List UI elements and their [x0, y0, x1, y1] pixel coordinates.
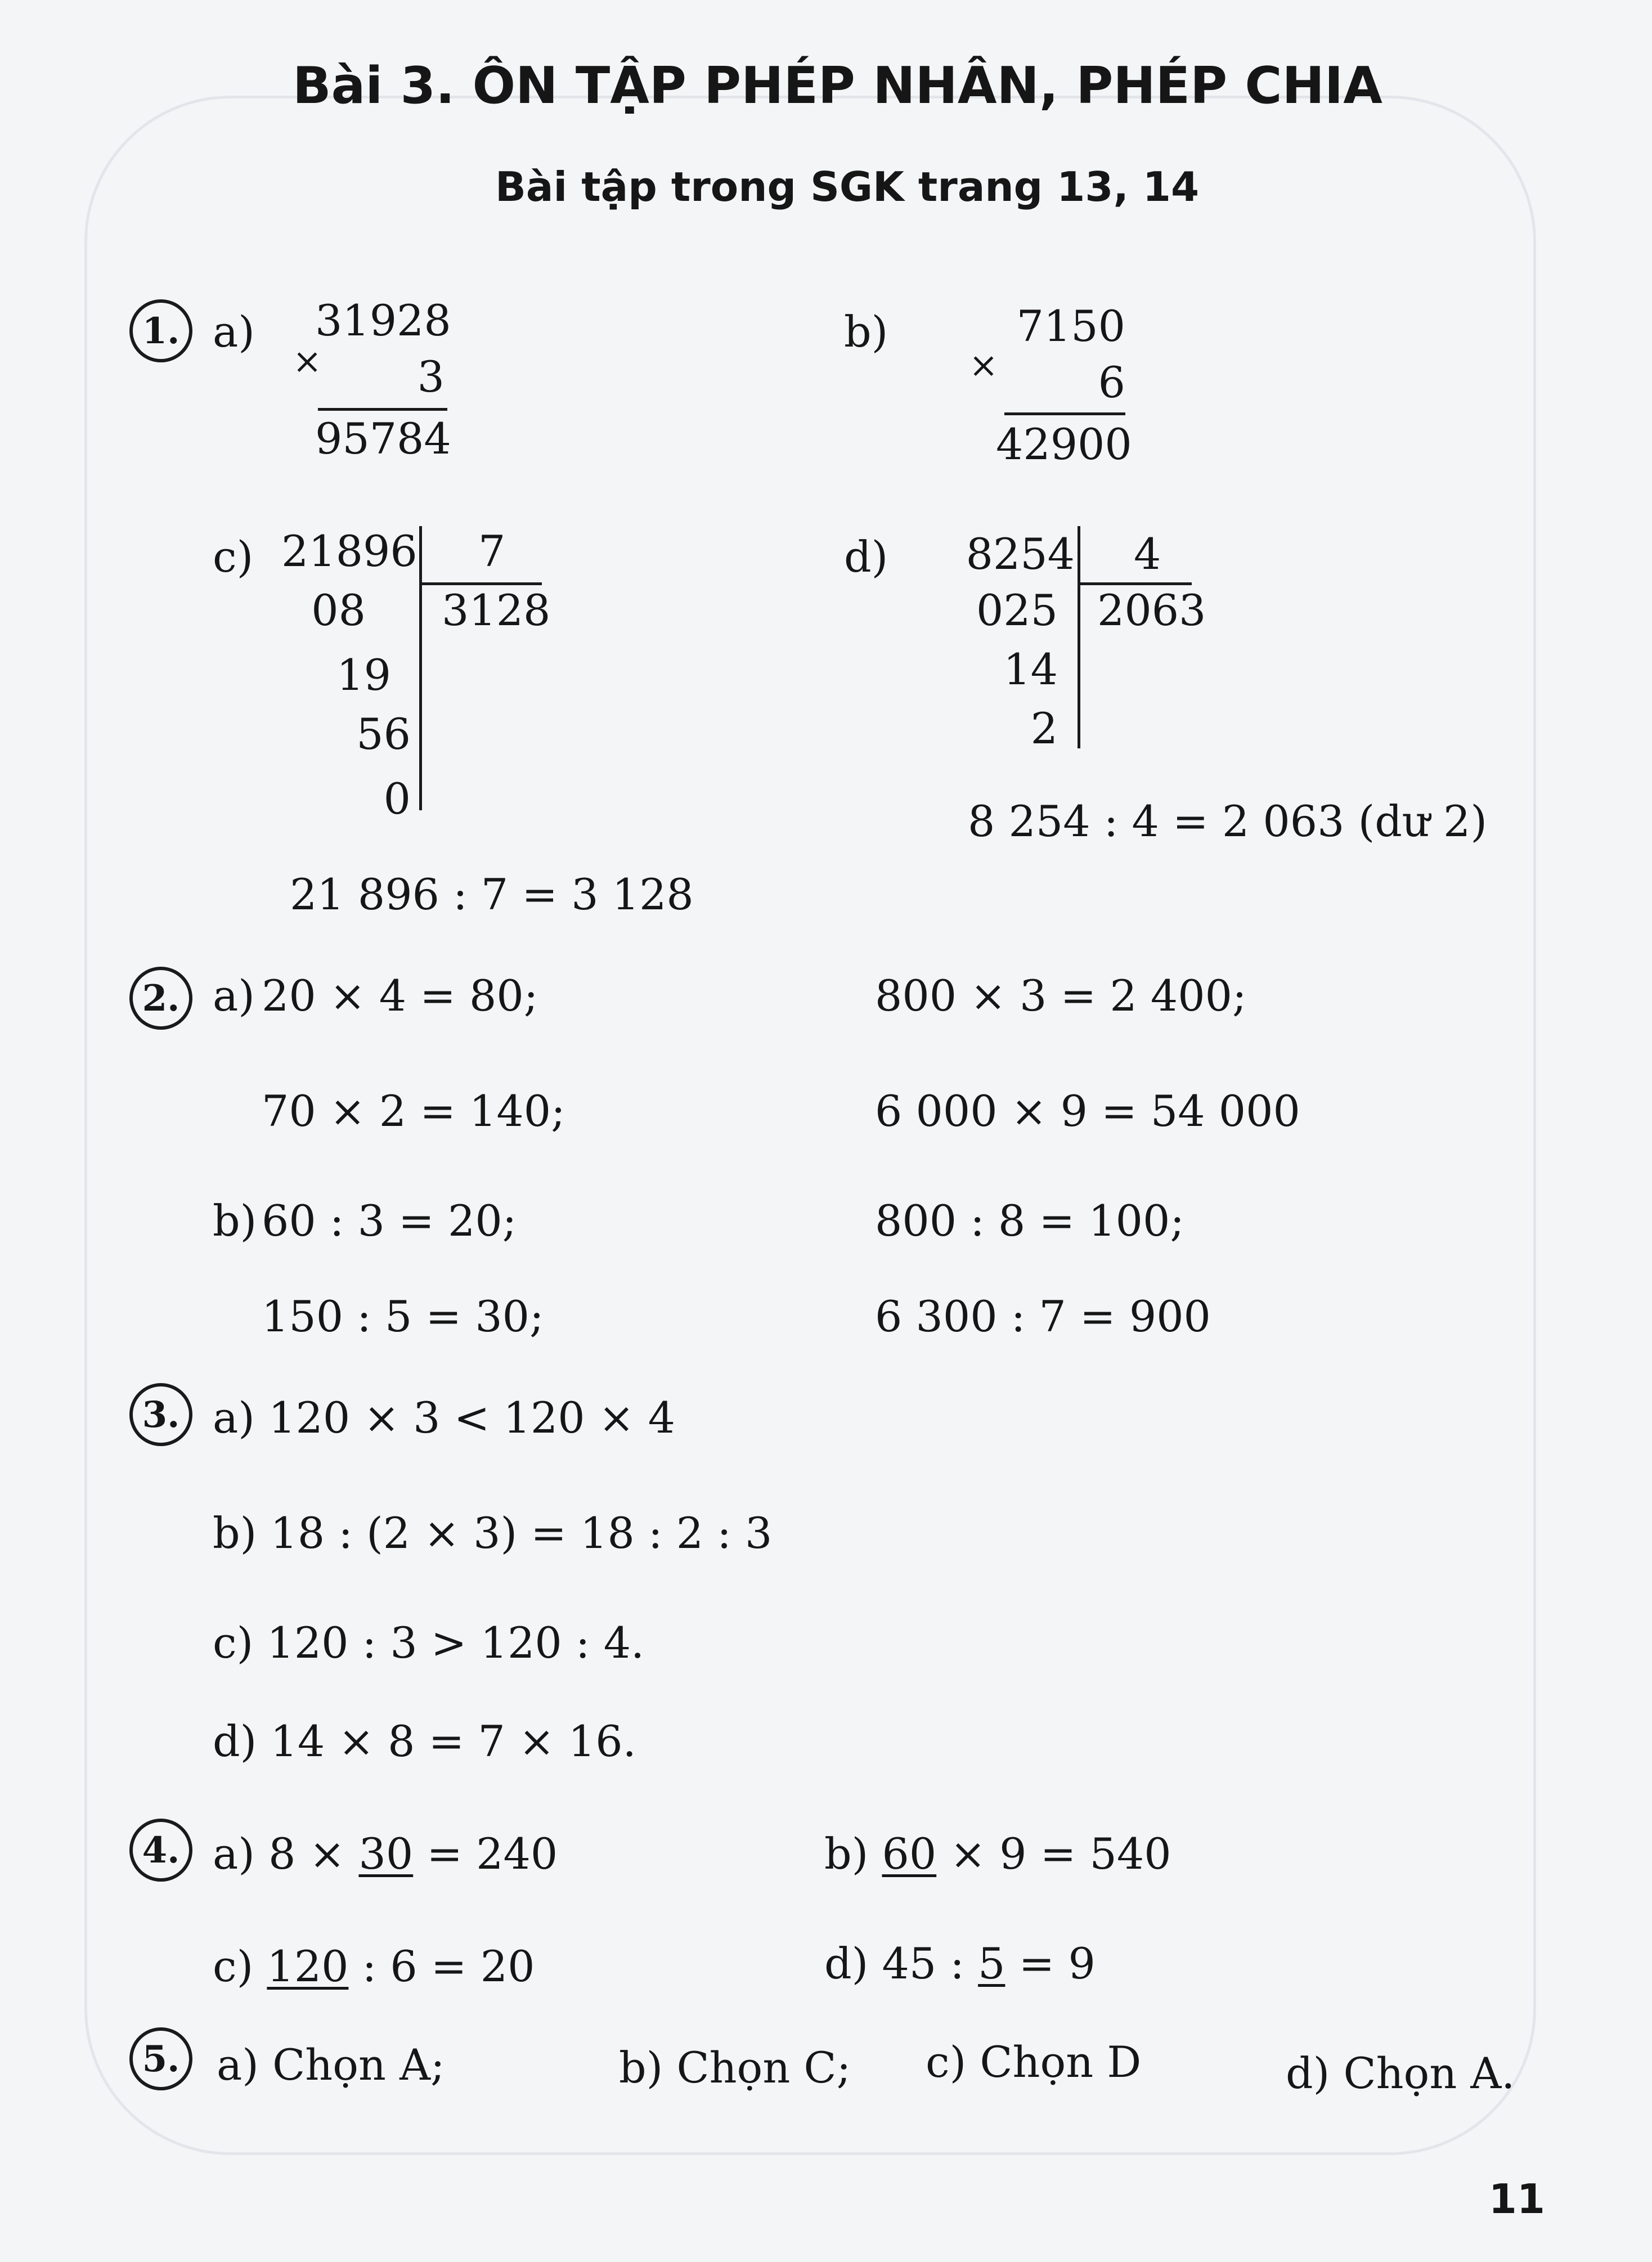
page-number: 11	[1488, 2175, 1545, 2223]
ex2-item: 60 : 3 = 20;	[262, 1196, 517, 1246]
ex1c-quotient: 3128	[442, 585, 551, 635]
ex4-item: a) 8 × 30 = 240	[213, 1829, 558, 1879]
ex1b-multiplier: 6	[1098, 357, 1125, 407]
page-subtitle: Bài tập trong SGK trang 13, 14	[495, 163, 1200, 210]
ex2-item: 6 300 : 7 = 900	[875, 1291, 1211, 1341]
ex3-item: b) 18 : (2 × 3) = 18 : 2 : 3	[213, 1508, 773, 1558]
ex3-item: d) 14 × 8 = 7 × 16.	[213, 1716, 636, 1766]
ex1d-step: 14	[1003, 644, 1058, 694]
ex1b-label: b)	[844, 307, 888, 357]
exercise-3-number: 3.	[129, 1383, 192, 1446]
ex1a-multiplier: 3	[417, 352, 445, 402]
ex1c-vertical-bar	[419, 526, 422, 810]
ex1b-multiplicand: 7150	[1016, 301, 1125, 351]
ex2a-label: a)	[213, 971, 255, 1021]
ex4-item: c) 120 : 6 = 20	[213, 1941, 535, 1991]
ex1d-quotient: 2063	[1097, 585, 1206, 635]
ex5-item: d) Chọn A.	[1286, 2048, 1515, 2098]
ex1a-label: a)	[213, 307, 255, 357]
ex1c-step: 56	[356, 709, 411, 759]
ex4-item: b) 60 × 9 = 540	[824, 1829, 1171, 1879]
ex1a-rule	[318, 408, 447, 411]
ex1c-step: 08	[311, 585, 366, 635]
ex2-item: 800 : 8 = 100;	[875, 1196, 1184, 1246]
ex3-item: c) 120 : 3 > 120 : 4.	[213, 1618, 645, 1668]
ex1d-divisor: 4	[1134, 529, 1161, 579]
ex5-item: a) Chọn A;	[217, 2040, 445, 2090]
ex2-item: 6 000 × 9 = 54 000	[875, 1086, 1300, 1136]
page-title: Bài 3. ÔN TẬP PHÉP NHÂN, PHÉP CHIA	[293, 56, 1382, 115]
ex5-item: c) Chọn D	[926, 2037, 1142, 2087]
ex2-item: 20 × 4 = 80;	[262, 971, 538, 1021]
ex1c-step: 19	[336, 650, 391, 700]
ex1d-step: 2	[1030, 703, 1058, 753]
ex5-item: b) Chọn C;	[619, 2043, 851, 2093]
ex1c-divisor: 7	[478, 526, 506, 576]
exercise-4-number: 4.	[129, 1819, 192, 1882]
ex1a-multiply-sign: ×	[293, 340, 322, 382]
ex3-item: a) 120 × 3 < 120 × 4	[213, 1393, 675, 1443]
ex1b-rule	[1004, 412, 1125, 415]
ex2-item: 150 : 5 = 30;	[262, 1291, 544, 1341]
ex1d-vertical-bar	[1078, 526, 1080, 748]
ex4-item: d) 45 : 5 = 9	[824, 1938, 1096, 1989]
ex2-item: 70 × 2 = 140;	[262, 1086, 565, 1136]
ex1c-step: 0	[383, 774, 411, 824]
ex1d-result: 8 254 : 4 = 2 063 (dư 2)	[968, 796, 1487, 846]
ex1c-dividend: 21896	[281, 526, 418, 576]
ex2b-label: b)	[213, 1196, 257, 1246]
exercise-1-number: 1.	[129, 299, 192, 362]
ex1d-step: 025	[976, 585, 1058, 635]
ex1a-product: 95784	[315, 414, 451, 464]
ex4-filled-blank: 120	[267, 1941, 349, 1991]
ex4-filled-blank: 60	[882, 1829, 937, 1879]
ex4-filled-blank: 5	[978, 1938, 1005, 1989]
ex1b-multiply-sign: ×	[969, 344, 998, 385]
ex1c-result: 21 896 : 7 = 3 128	[290, 869, 694, 919]
ex1b-product: 42900	[996, 419, 1132, 469]
ex1a-multiplicand: 31928	[315, 295, 451, 345]
ex1c-label: c)	[213, 532, 254, 582]
ex4-filled-blank: 30	[358, 1829, 414, 1879]
exercise-5-number: 5.	[129, 2027, 192, 2090]
ex2-item: 800 × 3 = 2 400;	[875, 971, 1247, 1021]
ex1d-label: d)	[844, 532, 888, 582]
exercise-2-number: 2.	[129, 967, 192, 1030]
ex1d-dividend: 8254	[966, 529, 1075, 579]
